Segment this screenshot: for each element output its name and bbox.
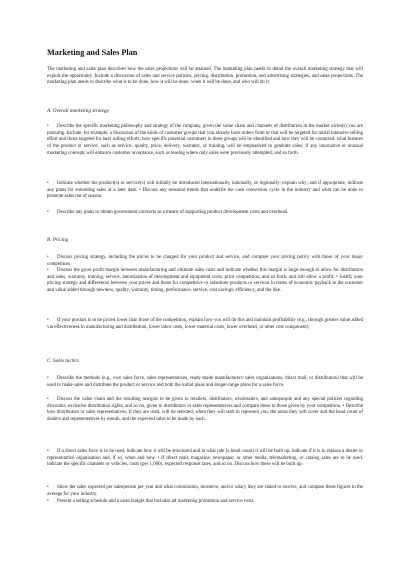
list-item: • Discuss the gross profit margin between manufacturing and ultimate sales costs and indicate whether this margin is large enough to allow for distribution and sales, warranty, training, service, amortization of development and equipment costs, price competition, and so forth, and still allow a profit. • Justify your pricing strategy and differences between your prices and those for competitive or substitute products or services in terms of economic payback to the customer and value added through newness, quality, warranty, timing, performance, service, cost savings, efficiency, and the like. — [47, 268, 363, 294]
list-item: • Show the sales expected per salesperson per year and what commission, incentive, and/or salary they are slated to receive, and compare these figures to the average for your industry. — [47, 485, 363, 497]
list-item: • Present a selling schedule and a sales budget that includes all marketing promotion and service costs. — [47, 499, 255, 504]
list-item: • Discuss pricing strategy, including the prices to be charged for your product and service, and compare your pricing policy with those of your major competitors. — [47, 255, 363, 267]
section-heading-a: A. Overall marketing strategy — [47, 108, 109, 114]
list-item: • If your product is to be priced lower than those of the competition, explain how you will do this and maintain profitability (e.g., through greater value added via effectiveness in manufacturing and distribution, lower labor costs, lower material costs, lower overhead, or other cost component). — [47, 318, 363, 330]
list-item: • Describe any plans to obtain government contracts as a means of supporting product development costs and overhead. — [47, 210, 289, 215]
page-title: Marketing and Sales Plan — [47, 48, 138, 57]
list-item: • Describe the specific marketing philosophy and strategy of the company, given the value chain and channels of distribution in the market niche(s) you are pursuing. Include, for example, a discussion of the kinds of customer groups that you already have orders from or that will be targeted for initial intensive selling effort and those targeted for later selling efforts; how specific potential customers in these groups will be identified and how they will be contacted; what features of the product or service, such as service, quality, price, delivery, warranty, or training, will be emphasized to generate sales; if any innovative or unusual marketing concepts will enhance customer acceptance, such as leasing where only sales were previously attempted; and so forth. — [47, 124, 363, 156]
section-heading-b: B. Pricing — [47, 237, 69, 243]
section-heading-c: C. Sales tactics — [47, 358, 79, 364]
list-item: • Discuss the value chain and the resulting margins to be given to retailers, distributors, wholesalers, and salespeople and any special policies regarding discounts, exclusive distribution rights, and so on, given to distributors or sales representatives and compare these to those given by your competition. • Describe how distributors or sales representatives, if they are used, will be selected, when they will start to represent you, the areas they will cover and the head count of dealers and representatives by month, and the expected sales to be made by each. — [47, 397, 363, 423]
list-item: • Indicate whether the product(s) or service(s) will initially be introduced internationally, nationally, or regionally; explain why; and if appropriate, indicate any plans for extending sales at a later date. • Discuss any seasonal trends that underlie the cash conversion cycle in the industry and what can be done to promote sales out of season. — [47, 181, 363, 200]
list-item: • If a direct sales force is to be used, indicate how it will be structured and at what rate (a head count) it will be built up; indicate if it is to replace a dealer or representative organization and, if so, when and how. • If direct mail, magazine, newspaper, or other media, telemarketing, or catalog sales are to be used, indicate the specific channels or vehicles, costs (per 1,000), expected response rates, and so on. Discuss how these will be built up. — [47, 449, 363, 468]
intro-paragraph: The marketing and sales plan describes how the sales projections will be attained. The marketing plan needs to detail the overall marketing strategy that will exploit the opportunity. Include a discussion of sales and service policies, pricing, distribution, promotion, and advertising strategies; and sales projections. The marketing plan needs to describe what is to be done, how it will be done, when it will be done, and who will do it. — [47, 67, 363, 86]
list-item: • Describe the methods (e.g., own sales force, sales representatives, ready-made manufacturers' sales organizations, direct mail, or distributors) that will be used to make sales and distribute the product or service and both the initial plans and longer-range plans for a sales force. — [47, 376, 363, 388]
